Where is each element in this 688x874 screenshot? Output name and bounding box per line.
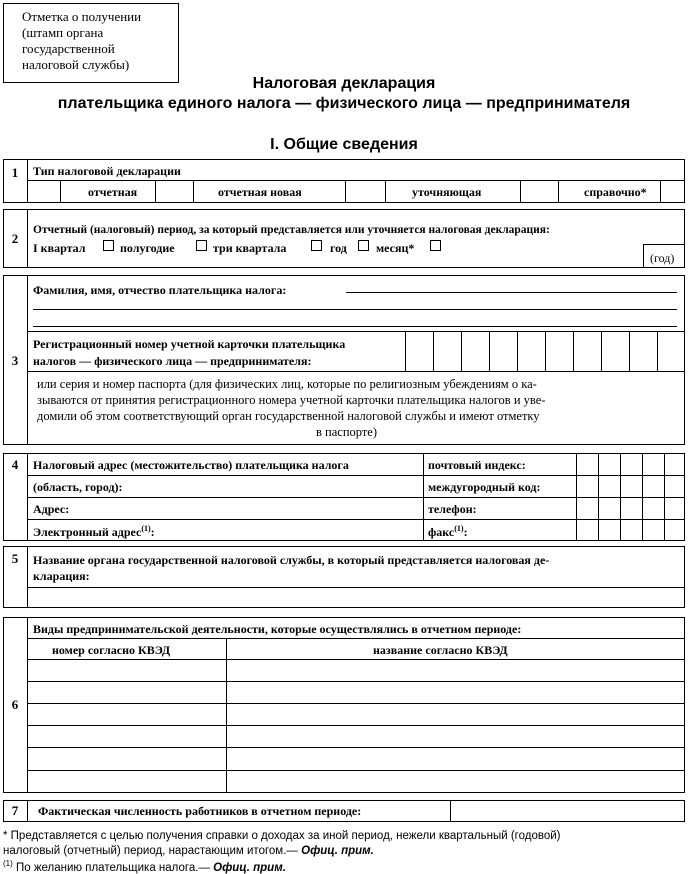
row7-number: 7 bbox=[11, 803, 19, 818]
footnote-2 bbox=[3, 859, 286, 874]
taxpayer-name-line-2[interactable] bbox=[33, 309, 677, 310]
postal-code-label: почтовый индекс: bbox=[428, 458, 526, 472]
activity-row[interactable] bbox=[27, 725, 685, 726]
tax-authority-label-2: кларация: bbox=[33, 569, 90, 583]
row5-number: 5 bbox=[11, 551, 19, 566]
period-three-quarters-label: три квартала bbox=[213, 241, 287, 255]
activity-row[interactable] bbox=[27, 747, 685, 748]
footnote-2-marker: (1) bbox=[3, 859, 13, 868]
activity-row[interactable] bbox=[27, 770, 685, 771]
row4-number: 4 bbox=[11, 457, 19, 472]
stamp-line-4: налоговой службы) bbox=[22, 57, 130, 72]
passport-note-line-1: или серия и номер паспорта (для физических лиц, которые по религиозным убеждениям о ка- bbox=[37, 377, 537, 391]
type-option-new-regular[interactable]: отчетная новая bbox=[218, 185, 302, 199]
kved-name-header: название согласно КВЭД bbox=[373, 643, 508, 657]
kved-number-header: номер согласно КВЭД bbox=[52, 643, 171, 657]
document-title: Налоговая декларация bbox=[252, 75, 436, 92]
phone-label: телефон: bbox=[428, 502, 477, 516]
period-quarter-checkbox[interactable] bbox=[103, 240, 114, 251]
reg-number-label-1: Регистрационный номер учетной карточки плательщика bbox=[33, 337, 346, 351]
taxpayer-name-line-1[interactable] bbox=[346, 292, 677, 293]
section-title: I. Общие сведения bbox=[270, 136, 418, 153]
period-year-checkbox[interactable] bbox=[358, 240, 369, 251]
fax-footnote-marker: (1) bbox=[454, 524, 464, 533]
row6-number: 6 bbox=[11, 697, 19, 712]
reg-number-label-2: налогов — физического лица — предпринимателя: bbox=[33, 354, 312, 368]
passport-note-line-3: домили об этом соответствующий орган государственной налоговой службы и имеют отметку bbox=[37, 409, 540, 423]
type-option-regular[interactable]: отчетная bbox=[88, 185, 138, 199]
period-quarter-label: I квартал bbox=[33, 241, 86, 255]
employee-count-label: Фактическая численность работников в отчетном периоде: bbox=[38, 804, 362, 818]
type-option-clarifying[interactable]: уточняющая bbox=[412, 185, 482, 199]
email-label: Электронный адрес$^{(1)}$: bbox=[33, 524, 155, 539]
employee-count-field[interactable] bbox=[451, 801, 684, 821]
row3-number: 3 bbox=[11, 353, 19, 368]
activity-row[interactable] bbox=[27, 681, 685, 682]
footnote-1-line-1: * Представляется с целью получения справки о доходах за иной период, нежели квартальный (годовой) bbox=[3, 830, 561, 842]
region-city-label: (область, город): bbox=[33, 480, 123, 494]
passport-note-line-4: в паспорте) bbox=[316, 425, 378, 439]
fax-label: факс$^{(1)}$: bbox=[428, 524, 468, 539]
period-three-quarters-checkbox[interactable] bbox=[311, 240, 322, 251]
tax-authority-label-1: Название органа государственной налоговой службы, в который представляется налоговая де- bbox=[33, 553, 550, 567]
period-month-label: месяц* bbox=[376, 241, 415, 255]
footnote-1-official: Офиц. прим. bbox=[301, 845, 374, 857]
period-halfyear-label: полугодие bbox=[120, 241, 175, 255]
period-month-checkbox[interactable] bbox=[430, 240, 441, 251]
stamp-line-1: Отметка о получении bbox=[22, 9, 142, 24]
row2-label: Отчетный (налоговый) период, за который представляется или уточняется налоговая декларация: bbox=[33, 224, 550, 236]
activity-row[interactable] bbox=[27, 703, 685, 704]
row1-label: Тип налоговой декларации bbox=[33, 164, 181, 178]
email-label-text: Электронный адрес bbox=[33, 525, 142, 539]
period-halfyear-checkbox[interactable] bbox=[196, 240, 207, 251]
row2-number: 2 bbox=[11, 231, 19, 246]
intercity-code-label: междугородный код: bbox=[428, 480, 541, 494]
street-address-label: Адрес: bbox=[33, 502, 70, 516]
period-year-label: год bbox=[330, 241, 347, 255]
taxpayer-name-label: Фамилия, имя, отчество плательщика налога: bbox=[33, 283, 287, 297]
fax-label-text: факс bbox=[428, 525, 455, 539]
footnote-2-official: Офиц. прим. bbox=[213, 861, 286, 874]
stamp-line-3: государственной bbox=[22, 41, 115, 56]
type-option-reference[interactable]: справочно* bbox=[584, 185, 647, 199]
row2-frame bbox=[3, 209, 685, 268]
footnote-1-text: налоговый (отчетный) период, нарастающим итогом.— bbox=[3, 845, 298, 857]
footnote-2-text: По желанию плательщика налога.— bbox=[12, 861, 210, 874]
taxpayer-name-line-3[interactable] bbox=[33, 326, 677, 327]
stamp-line-2: (штамп органа bbox=[22, 25, 104, 40]
row1-number: 1 bbox=[11, 165, 19, 180]
tax-authority-field[interactable] bbox=[28, 588, 684, 607]
year-label: (год) bbox=[650, 251, 675, 265]
footnote-1-line-2 bbox=[3, 845, 374, 857]
email-footnote-marker: (1) bbox=[141, 524, 151, 533]
document-subtitle: плательщика единого налога — физического лица — предпринимателя bbox=[57, 95, 631, 112]
passport-note-line-2: зываются от принятия регистрационного номера учетной карточки плательщика налогов и уве- bbox=[37, 393, 546, 407]
tax-address-label: Налоговый адрес (местожительство) плательщика налога bbox=[33, 458, 349, 472]
activities-label: Виды предпринимательской деятельности, которые осуществлялись в отчетном периоде: bbox=[33, 622, 522, 636]
